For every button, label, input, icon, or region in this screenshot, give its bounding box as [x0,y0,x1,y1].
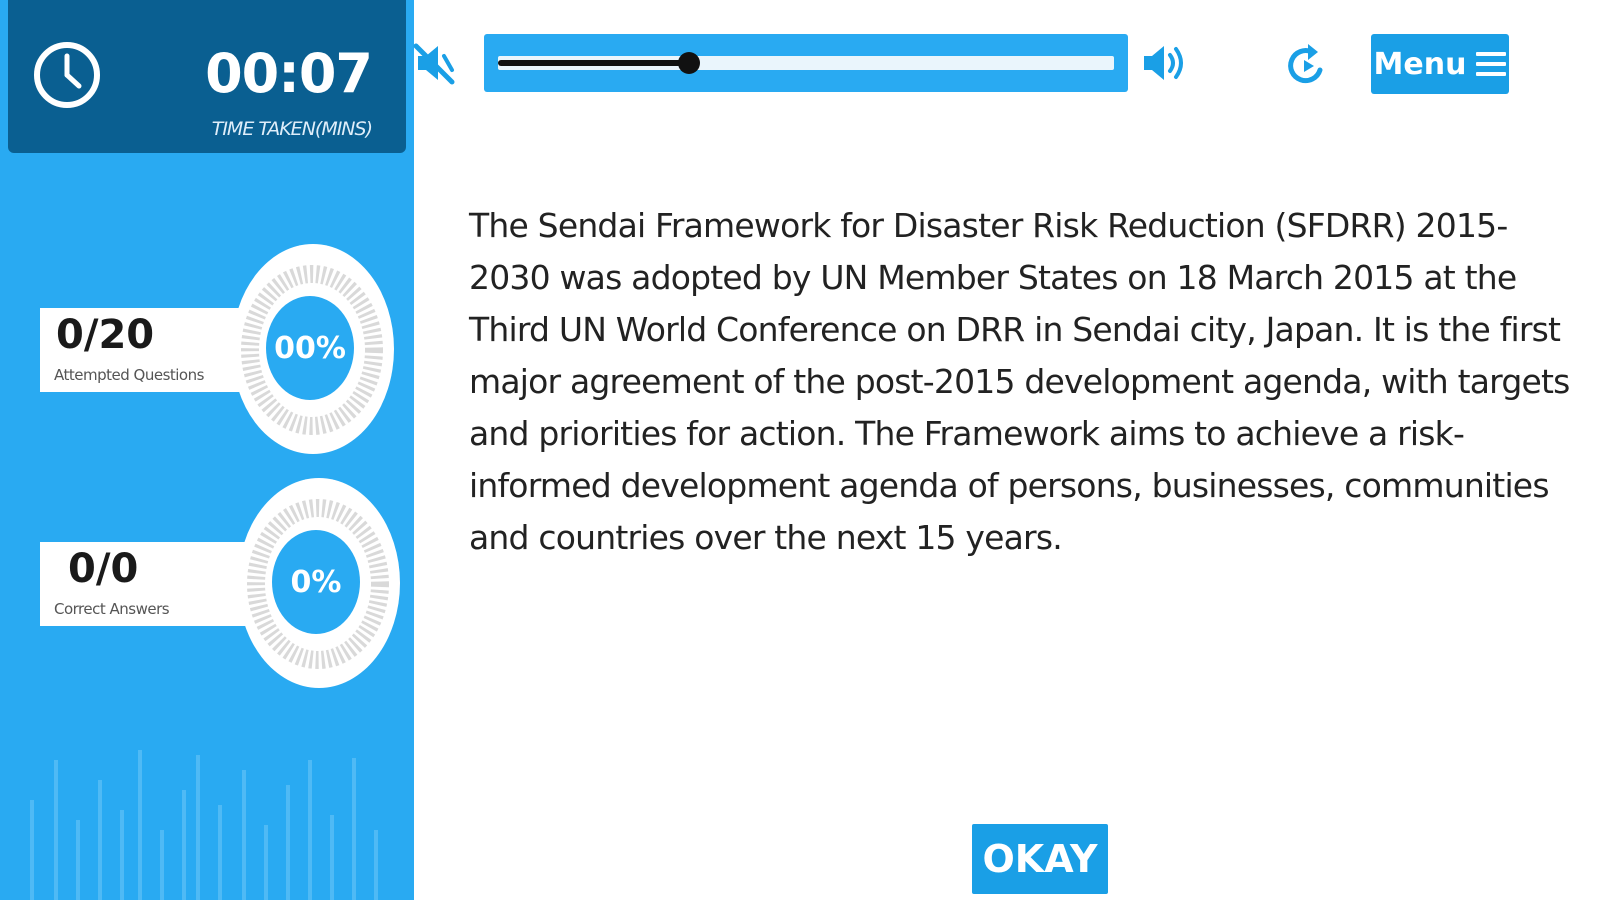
volume-icon[interactable] [1140,40,1188,86]
clock-icon [32,40,102,110]
correct-answers-card [40,542,250,626]
decorative-bars-icon [20,730,390,900]
attempted-progress-ring [232,244,394,454]
okay-button[interactable]: OKAY [972,824,1108,894]
timer-value: 00:07 [205,42,372,105]
correct-percent: 0% [272,530,360,634]
sidebar [0,0,414,900]
correct-count: 0/0 [68,546,139,592]
hamburger-icon [1476,52,1506,76]
timer-label: TIME TAKEN(MINS) [211,118,372,140]
attempted-count: 0/20 [56,312,155,358]
question-passage: The Sendai Framework for Disaster Risk Reduction (SFDRR) 2015-2030 was adopted by UN Member States on 18 March 2015 at the Third UN World Conference on DRR in Sendai city, Japan. It is the first major agreement of the post-2015 development agenda, with targets and priorities for action. The Framework aims to achieve a risk-informed development agenda of persons, businesses, communities and countries over the next 15 years. [469,206,1570,557]
correct-progress-ring [238,478,400,688]
audio-progress-bar[interactable] [484,34,1128,92]
menu-button[interactable] [1371,34,1509,94]
correct-label: Correct Answers [54,600,170,618]
attempted-questions-card [40,308,250,392]
menu-label: Menu [1373,46,1467,82]
timer-panel [8,0,406,153]
mute-icon[interactable] [412,40,456,86]
progress-fill [498,60,689,66]
progress-handle[interactable] [678,52,700,74]
replay-icon[interactable] [1284,42,1330,88]
attempted-percent: 00% [266,296,354,400]
attempted-label: Attempted Questions [54,366,204,384]
